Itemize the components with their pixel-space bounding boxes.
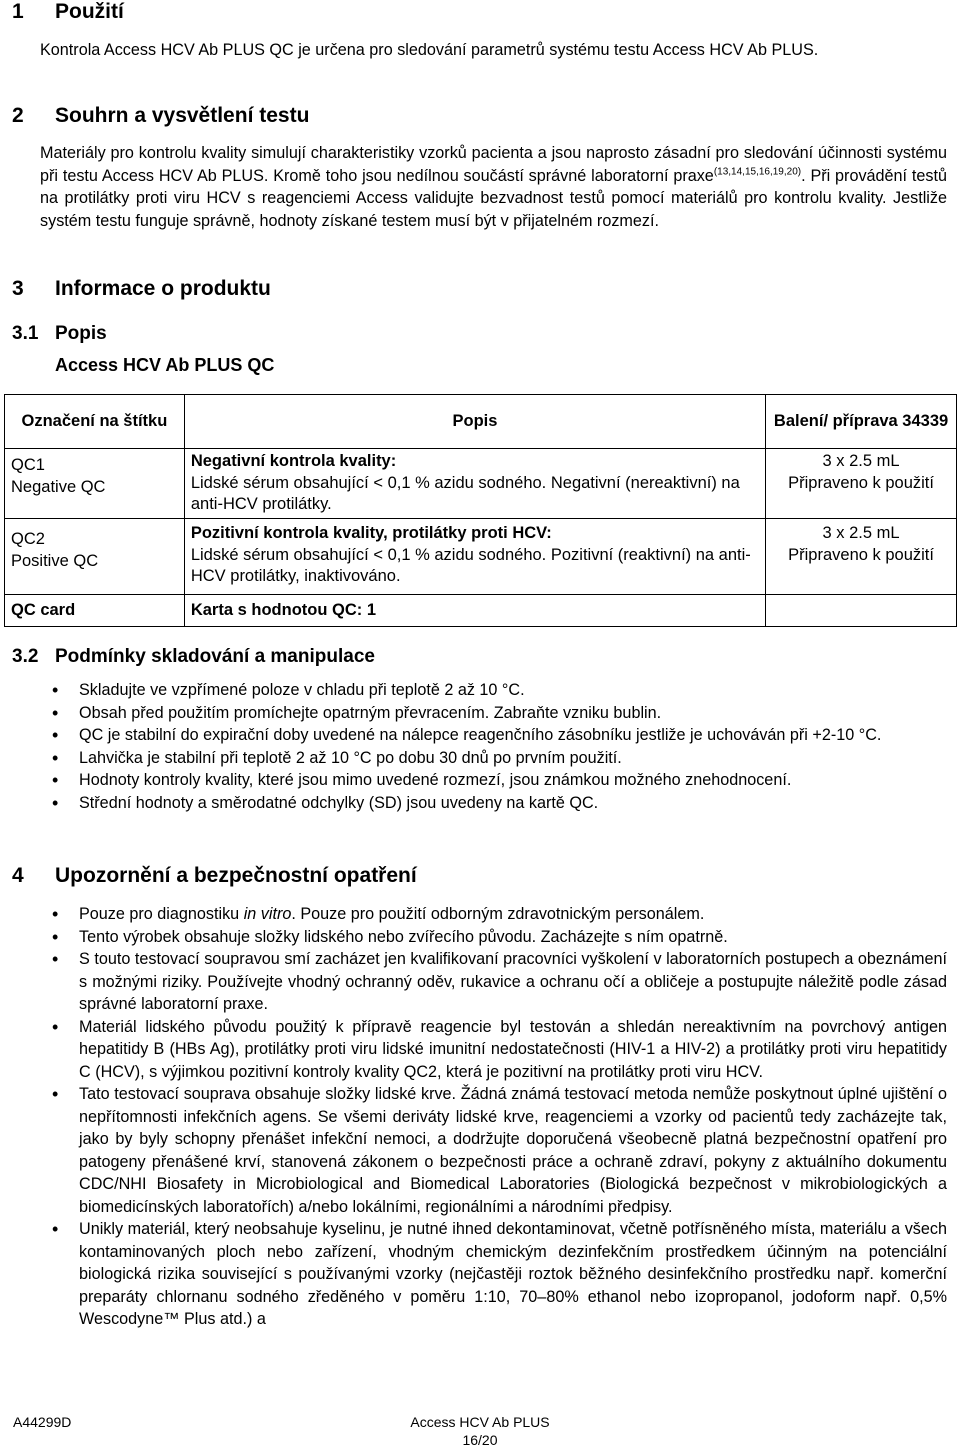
row-label: QC card: [5, 595, 185, 627]
list-item: • Materiál lidského původu použitý k přípravě reagencie byl testován a shledán nereaktivním na povrchový antigen hepatitidy B (HBs Ag), protilátky proti viru lidské imunitní nedostatečnosti (HIV-1 a HIV-2) a protilátky proti viru hepatitidy C (HCV), s výjimkou pozitivní kontroly kvality QC2, která je pozitivní na protilátky proti viru HCV.: [52, 1016, 947, 1084]
row-desc: Pozitivní kontrola kvality, protilátky proti HCV: Lidské sérum obsahující < 0,1 % azidu sodného. Pozitivní (reaktivní) na anti-HCV protilátky, inaktivováno.: [184, 519, 765, 595]
header-pack: Balení/ příprava 34339: [766, 395, 957, 449]
list-item: • Hodnoty kontroly kvality, které jsou mimo uvedené rozmezí, jsou známkou možného znehodnocení.: [52, 769, 947, 792]
table-header-row: [5, 395, 957, 449]
table-row: [5, 449, 957, 519]
header-desc: Popis: [184, 395, 765, 449]
section-3-2-heading: 3.2 Podmínky skladování a manipulace: [12, 646, 375, 667]
row-pack: 3 x 2.5 mL Připraveno k použití: [766, 449, 957, 519]
table-row: [5, 519, 957, 595]
row-pack-empty: [766, 595, 957, 627]
section-3-1-heading: 3.1 Popis: [12, 323, 107, 344]
section-1-text: Kontrola Access HCV Ab PLUS QC je určena pro sledování parametrů systému testu Access HCV Ab PLUS.: [40, 41, 819, 59]
list-item: • Střední hodnoty a směrodatné odchylky (SD) jsou uvedeny na kartě QC.: [52, 792, 947, 815]
warnings-list: [52, 903, 947, 1331]
product-table: [4, 394, 957, 627]
list-item: • S touto testovací soupravou smí zacházet jen kvalifikovaní pracovníci vyškolení v laboratorních postupech a obeznámení s možnými riziky. Používejte vhodný ochranný oděv, rukavice a ochranu očí a obličeje a postupujte náležitě podle zásad správné laboratorní praxe.: [52, 948, 947, 1016]
storage-list: [52, 679, 947, 814]
row-desc: Karta s hodnotou QC: 1: [184, 595, 765, 627]
product-subtitle: Access HCV Ab PLUS QC: [55, 355, 275, 375]
header-label: Označení na štítku: [5, 395, 185, 449]
list-item: • QC je stabilní do expirační doby uvedené na nálepce reagenčního zásobníku jestliže je uchováván při +2-10 °C.: [52, 724, 947, 747]
section-3-heading: 3 Informace o produktu: [12, 277, 271, 300]
row-label: QC1 Negative QC: [5, 449, 185, 519]
row-label: QC2 Positive QC: [5, 519, 185, 595]
footer-center: [0, 1413, 960, 1449]
row-pack: 3 x 2.5 mL Připraveno k použití: [766, 519, 957, 595]
list-item: • Unikly materiál, který neobsahuje kyselinu, je nutné ihned dekontaminovat, včetně potřísněného místa, materiálu a všech kontaminovaných ploch nebo zařízení, vhodným chemickým dezinfekčním prostředkem účinným na potenciální biologická rizika související s používanými vzorky (nejčastěji roztok běžného desinfekčního prostředku např. komerční preparáty chlornanu sodného zředěného v poměru 1:10, 70–80% ethanol nebo izopropanol, jodoform např. 0,5% Wescodyne™ Plus atd.) a: [52, 1218, 947, 1331]
list-item: • Obsah před použitím promíchejte opatrným převracením. Zabraňte vzniku bublin.: [52, 702, 947, 725]
list-item: • Skladujte ve vzpřímené poloze v chladu při teplotě 2 až 10 °C.: [52, 679, 947, 702]
list-item: • Pouze pro diagnostiku in vitro. Pouze pro použití odborným zdravotnickým personálem.: [52, 903, 947, 926]
footer-page-number: 16/20: [462, 1432, 498, 1448]
table-row: [5, 595, 957, 627]
section-1-heading: 1 Použití: [12, 0, 124, 23]
section-2-heading: 2 Souhrn a vysvětlení testu: [12, 104, 310, 127]
row-desc: Negativní kontrola kvality: Lidské sérum obsahující < 0,1 % azidu sodného. Negativní (nereaktivní) na anti-HCV protilátky.: [184, 449, 765, 519]
list-item: • Tato testovací souprava obsahuje složky lidské krve. Žádná známá testovací metoda nemůže poskytnout úplné ujištění o nepřítomnosti infekčních agens. Se všemi deriváty lidské krve, reagenciemi a vzorky od pacientů tedy zacházejte tak, jako by byly schopny přenášet infekční nemoci, a dodržujte doporučená všeobecně platná bezpečnostní opatření pro patogeny přenášené krví, stanovená zákonem o bezpečnosti práce a ochraně zdraví, pokyny z aktuálního dokumentu CDC/NHI Biosafety in Microbiological and Biomedical Laboratories (Biologická bezpečnost v mikrobiologických a biomedicínských laboratořích) a/nebo lokálními, regionálními a národními předpisy.: [52, 1083, 947, 1218]
citation-superscript: (13,14,15,16,19,20): [713, 166, 802, 178]
footer-doc-id: A44299D: [13, 1414, 72, 1430]
section-4-heading: 4 Upozornění a bezpečnostní opatření: [12, 864, 417, 887]
section-2-text: Materiály pro kontrolu kvality simulují charakteristiky vzorků pacienta a jsou naprosto zásadní pro sledování účinnosti systému při testu Access HCV Ab PLUS. Kromě toho jsou nedílnou součástí správné laboratorní praxe$^{(13,14,15,16,19,20)}$. Při provádění testů na protilátky proti viru HCV s reagenciemi Access validujte bezvadnost testů pomocí materiálů pro kontrolu kvality. Jestliže systém testu funguje správně, hodnoty získané testem musí být v přijatelném rozmezí.: [40, 144, 947, 230]
list-item: • Lahvička je stabilní při teplotě 2 až 10 °C po dobu 30 dnů po prvním použití.: [52, 747, 947, 770]
list-item: • Tento výrobek obsahuje složky lidského nebo zvířecího původu. Zacházejte s ním opatrně.: [52, 926, 947, 949]
footer-product: Access HCV Ab PLUS: [410, 1414, 550, 1430]
